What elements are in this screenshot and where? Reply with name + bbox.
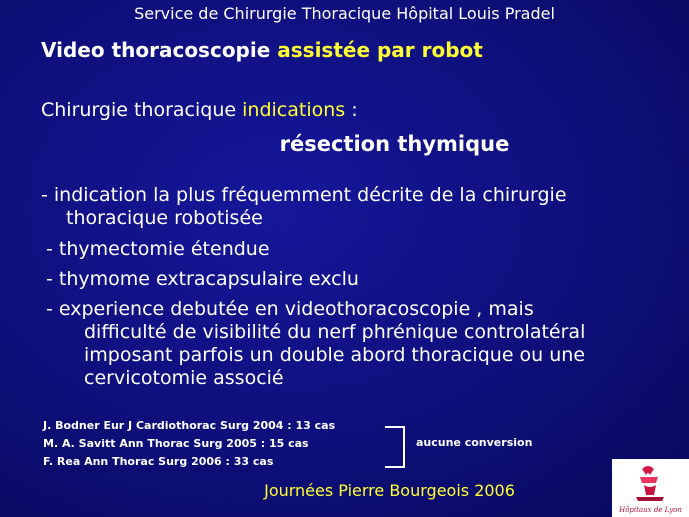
- hospital-logo: [612, 459, 689, 517]
- reference-item: J. Bodner Eur J Cardiothorac Surg 2004 : 13 cas: [43, 419, 336, 432]
- section-part-2: indications: [242, 99, 346, 121]
- title-part-2: assistée par robot: [277, 38, 483, 62]
- bullet-line: - indication la plus fréquemment décrite de la chirurgie: [41, 184, 567, 206]
- title-part-1: Video thoracoscopie: [41, 38, 278, 62]
- hospices-civils-lyon-logo-icon: [612, 461, 689, 505]
- reference-item: M. A. Savitt Ann Thorac Surg 2005 : 15 cas: [43, 437, 309, 450]
- slide-header: Service de Chirurgie Thoracique Hôpital Louis Pradel: [134, 4, 555, 23]
- references-bracket: [385, 426, 405, 468]
- bullet-line: cervicotomie associé: [84, 367, 284, 389]
- conversion-note: aucune conversion: [416, 436, 533, 449]
- slide-footer: Journées Pierre Bourgeois 2006: [264, 481, 515, 500]
- slide-subtitle: résection thymique: [279, 132, 510, 156]
- bullet-line: - thymectomie étendue: [46, 238, 270, 260]
- bullet-line: - experience debutée en videothoracoscopie , mais: [46, 298, 534, 320]
- bullet-item: [46, 298, 585, 390]
- bullet-line: - thymome extracapsulaire exclu: [46, 268, 359, 290]
- bullet-item: [46, 238, 270, 261]
- bullet-item: [41, 184, 567, 230]
- section-heading: [41, 99, 358, 121]
- bullet-line: difficulté de visibilité du nerf phrénique controlatéral: [84, 321, 586, 343]
- bullet-line: thoracique robotisée: [66, 207, 263, 229]
- logo-text: Hôpitaux de Lyon: [619, 506, 682, 514]
- section-part-3: :: [345, 99, 358, 121]
- section-part-1: Chirurgie thoracique: [41, 99, 243, 121]
- reference-item: F. Rea Ann Thorac Surg 2006 : 33 cas: [43, 455, 274, 468]
- references-list: [43, 417, 335, 471]
- bullet-line: imposant parfois un double abord thoracique ou une: [84, 344, 586, 366]
- bullet-item: [46, 268, 359, 291]
- slide-title: [41, 38, 483, 62]
